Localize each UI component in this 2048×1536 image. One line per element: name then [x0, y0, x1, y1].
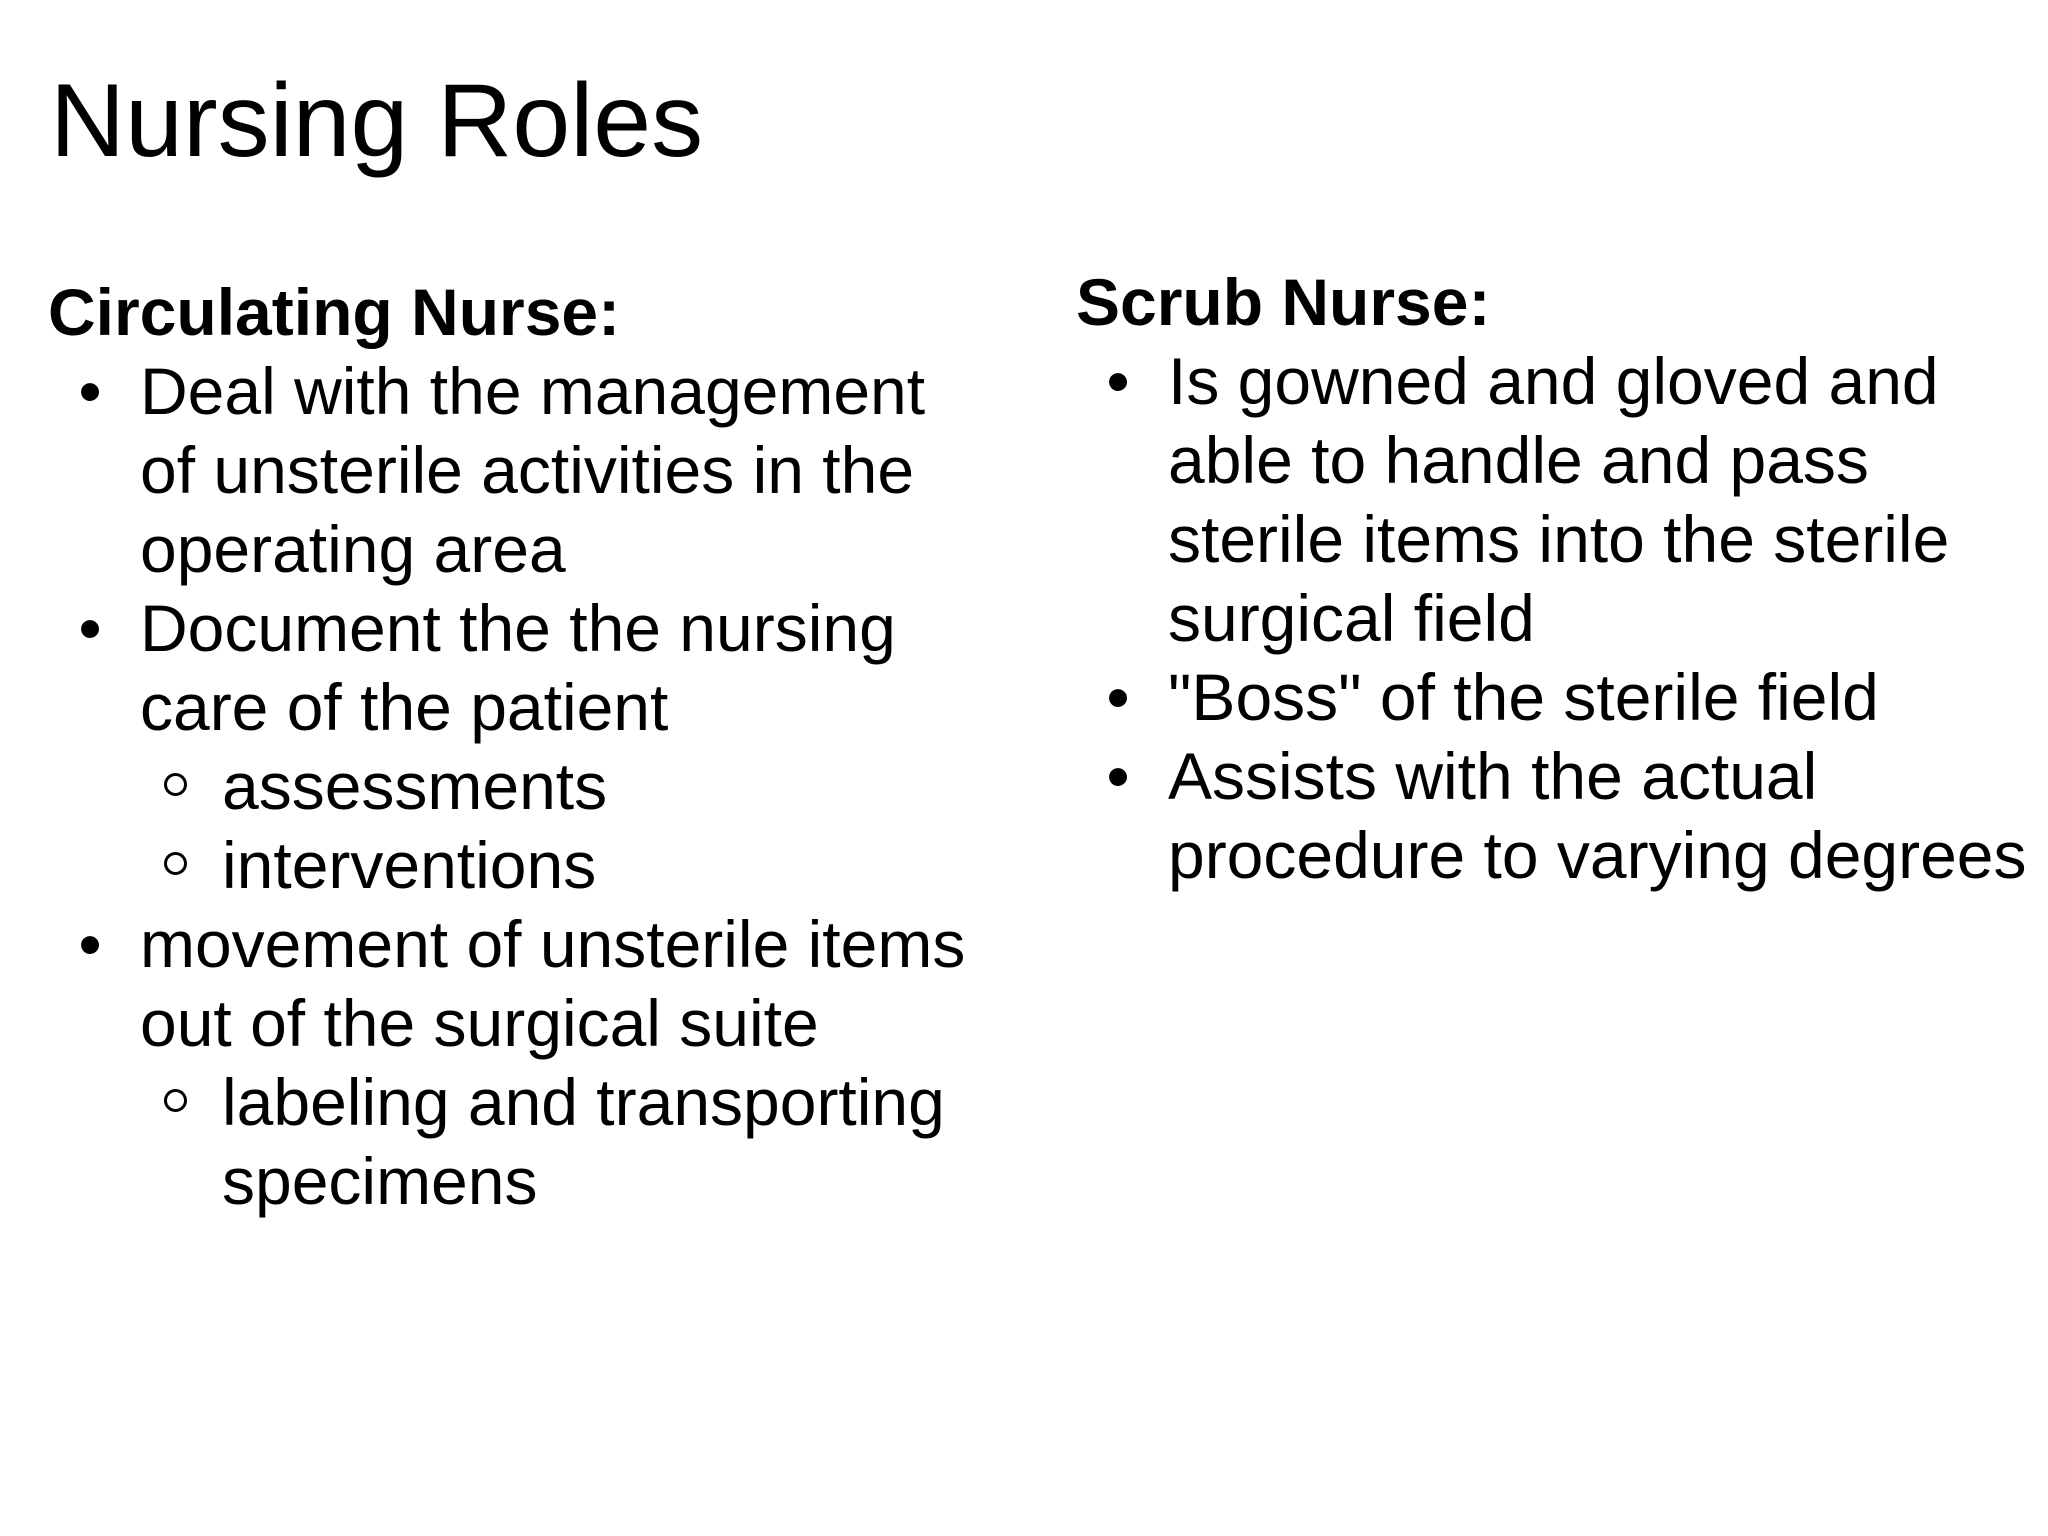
- list-item: [48, 905, 988, 1221]
- bullet-icon: •: [1106, 344, 1130, 418]
- bullet-icon: •: [78, 354, 102, 428]
- hollow-circle-bullet-icon: [140, 747, 210, 826]
- list-item-text: "Boss" of the sterile field: [1168, 660, 1879, 734]
- circulating-nurse-heading: Circulating Nurse:: [48, 275, 621, 349]
- sub-list-item-text: assessments: [222, 749, 608, 823]
- bullet-icon: •: [1106, 739, 1130, 813]
- bullet-icon: •: [1106, 660, 1130, 734]
- scrub-nurse-list: [1076, 342, 2036, 895]
- slide-title: Nursing Roles: [50, 63, 704, 179]
- hollow-circle-bullet-icon: [140, 826, 210, 905]
- list-item-text: Is gowned and gloved and able to handle and pass sterile items into the sterile surgical field: [1168, 344, 1950, 655]
- sub-list-item: [140, 747, 988, 826]
- sub-list-item-text: labeling and transporting specimens: [222, 1065, 945, 1218]
- bullet-icon: •: [78, 907, 102, 981]
- circulating-nurse-column: [48, 273, 988, 1221]
- scrub-nurse-heading: Scrub Nurse:: [1076, 265, 1491, 339]
- list-item: [48, 589, 988, 905]
- list-item: [1076, 342, 2036, 658]
- sub-list-item: [140, 1063, 988, 1221]
- list-item: [1076, 737, 2036, 895]
- list-item: [1076, 658, 2036, 737]
- bullet-icon: •: [78, 591, 102, 665]
- list-item-text: movement of unsterile items out of the surgical suite: [140, 907, 966, 1060]
- sub-list: [140, 1063, 988, 1221]
- list-item-text: Deal with the management of unsterile activities in the operating area: [140, 354, 926, 586]
- list-item-text: Assists with the actual procedure to varying degrees: [1168, 739, 2027, 892]
- sub-list-item-text: interventions: [222, 828, 597, 902]
- sub-list-item: [140, 826, 988, 905]
- circulating-nurse-list: [48, 352, 988, 1221]
- list-item-text: Document the the nursing care of the patient: [140, 591, 896, 744]
- hollow-circle-bullet-icon: [140, 1063, 210, 1142]
- list-item: [48, 352, 988, 589]
- scrub-nurse-column: [1076, 263, 2036, 895]
- sub-list: [140, 747, 988, 905]
